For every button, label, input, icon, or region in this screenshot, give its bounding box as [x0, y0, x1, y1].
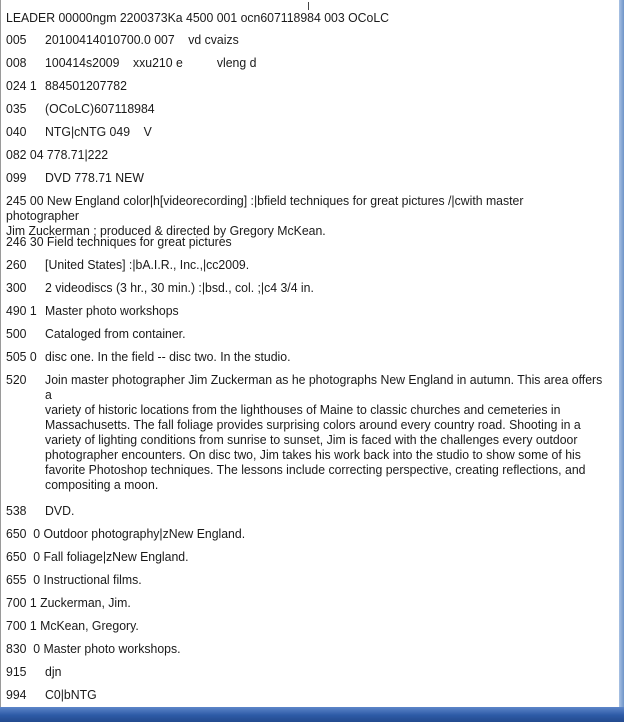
field-content: Zuckerman, Jim.: [40, 595, 131, 610]
field-tag: 520: [6, 372, 27, 387]
field-content: NTG|cNTG 049 V: [45, 124, 152, 139]
field-content: 2 videodiscs (3 hr., 30 min.) :|bsd., col. ;|c4 3/4 in.: [45, 280, 314, 295]
field-content: 20100414010700.0 007 vd cvaizs: [45, 32, 239, 47]
field-tag: 994: [6, 687, 27, 702]
field-content: Instructional films.: [43, 572, 142, 587]
field-tag: 700 1: [6, 618, 37, 633]
field-tag: 655 0: [6, 572, 41, 587]
field-tag: 099: [6, 170, 27, 185]
field-content: DVD.: [45, 503, 75, 518]
field-content: New England color|h[videorecording] :|bfield techniques for great pictures /|cwith master photographer Jim Zuckerman ; produced & directed by Gregory McKean.: [6, 193, 524, 238]
field-content: Cataloged from container.: [45, 326, 186, 341]
taskbar: [0, 707, 624, 722]
field-content: Fall foliage|zNew England.: [43, 549, 189, 564]
field-tag: 005: [6, 32, 27, 47]
field-tag: 300: [6, 280, 27, 295]
field-content: Join master photographer Jim Zuckerman as he photographs New England in autumn. This area offers a variety of historic locations from the lighthouses of Maine to classic churches and cemeteries in Massachusetts. The fall foliage provides surprising colors around every country road. Shooting in a variety of lighting conditions from sunrise to sunset, Jim is faced with the challenges every outdoor photographer encounters. On disc two, Jim takes his work back into the studio to show some of his favorite Photoshop techniques. The lessons include correcting perspective, creating reflections, and compositing a moon.: [45, 372, 603, 492]
field-content: 884501207782: [45, 78, 127, 93]
field-tag: 830 0: [6, 641, 41, 656]
field-tag: 700 1: [6, 595, 37, 610]
field-content: djn: [45, 664, 62, 679]
field-tag: 246 30: [6, 234, 44, 249]
field-content: McKean, Gregory.: [40, 618, 139, 633]
field-tag: 490 1: [6, 303, 37, 318]
field-tag: 538: [6, 503, 27, 518]
field-tag: 650 0: [6, 526, 41, 541]
field-tag: 505 0: [6, 349, 37, 364]
field-content: Field techniques for great pictures: [46, 234, 232, 249]
field-content: 778.71|222: [46, 147, 109, 162]
marc-field-700-1: [6, 618, 611, 633]
field-tag: 260: [6, 257, 27, 272]
field-tag: 024 1: [6, 78, 37, 93]
field-content: disc one. In the field -- disc two. In the studio.: [45, 349, 291, 364]
field-tag: 245 00: [6, 193, 44, 208]
field-content: [United States] :|bA.I.R., Inc.,|cc2009.: [45, 257, 250, 272]
window-right-edge: [619, 0, 624, 707]
field-content: C0|bNTG: [45, 687, 97, 702]
leader-line: [6, 10, 611, 25]
field-tag: 500: [6, 326, 27, 341]
field-tag: 008: [6, 55, 27, 70]
field-content: Outdoor photography|zNew England.: [43, 526, 246, 541]
marc-field-246-30: [6, 234, 611, 249]
field-content: Master photo workshops.: [43, 641, 181, 656]
field-content: DVD 778.71 NEW: [45, 170, 144, 185]
marc-field-655-0: [6, 572, 611, 587]
marc-field-082-04: [6, 147, 611, 162]
field-tag: 915: [6, 664, 27, 679]
field-tag: 035: [6, 101, 27, 116]
text-cursor: [308, 2, 309, 10]
marc-field-650-0: [6, 526, 611, 541]
field-tag: 082 04: [6, 147, 44, 162]
leader-text: LEADER 00000ngm 2200373Ka 4500 001 ocn607118984 003 OCoLC: [6, 10, 390, 25]
field-tag: 650 0: [6, 549, 41, 564]
field-content: (OCoLC)607118984: [45, 101, 155, 116]
field-content: 100414s2009 xxu210 e vleng d: [45, 55, 257, 70]
marc-field-830-0: [6, 641, 611, 656]
field-content: Master photo workshops: [45, 303, 179, 318]
marc-field-700-1: [6, 595, 611, 610]
field-tag: 040: [6, 124, 27, 139]
marc-field-650-0: [6, 549, 611, 564]
